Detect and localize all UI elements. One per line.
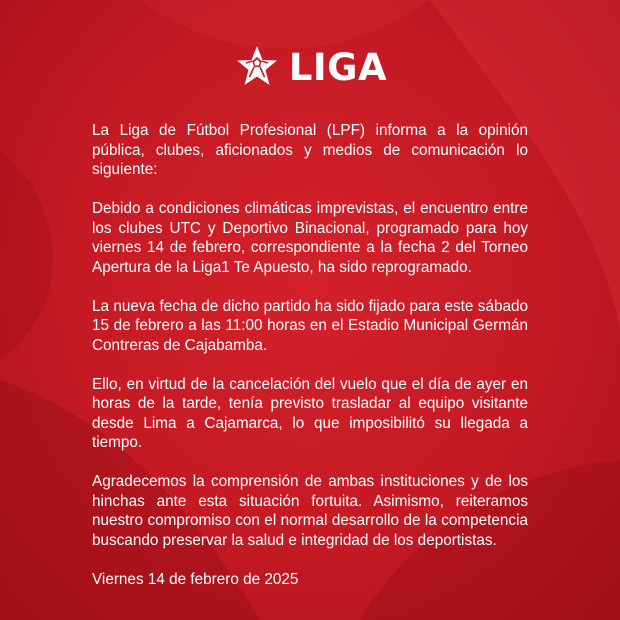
statement-date: Viernes 14 de febrero de 2025 (92, 570, 299, 588)
paragraph-intro: La Liga de Fútbol Profesional (LPF) informa a la opinión pública, clubes, aficionados y medios de comunicación lo siguiente: (92, 122, 528, 178)
paragraph-rescheduled: Debido a condiciones climáticas imprevistas, el encuentro entre los clubes UTC y Deportivo Binacional, programado para hoy viernes 14 de febrero, correspondiente a la fecha 2 del Torneo Apertura de la Liga1 Te Apuesto, ha sido reprogramado. (92, 200, 528, 276)
liga-logo (0, 44, 620, 90)
paragraph-thanks: Agradecemos la comprensión de ambas instituciones y de los hinchas ante esta situación fortuita. Asimismo, reiteramos nuestro compromiso con el normal desarrollo de la competencia buscando preservar la salud e integridad de los deportistas. (92, 473, 528, 549)
liga-logo-text: LIGA (288, 45, 388, 89)
statement-body (92, 121, 528, 609)
paragraph-new-date: La nueva fecha de dicho partido ha sido fijado para este sábado 15 de febrero a las 11:00 horas en el Estadio Municipal Germán Contreras de Cajabamba. (92, 297, 528, 354)
liga-star-ball-icon (233, 44, 281, 90)
paragraph-reason: Ello, en virtud de la cancelación del vuelo que el día de ayer en horas de la tarde, tenía previsto trasladar al equipo visitante desde Lima a Cajamarca, lo que imposibilitó su llegada a tiempo. (92, 375, 528, 451)
